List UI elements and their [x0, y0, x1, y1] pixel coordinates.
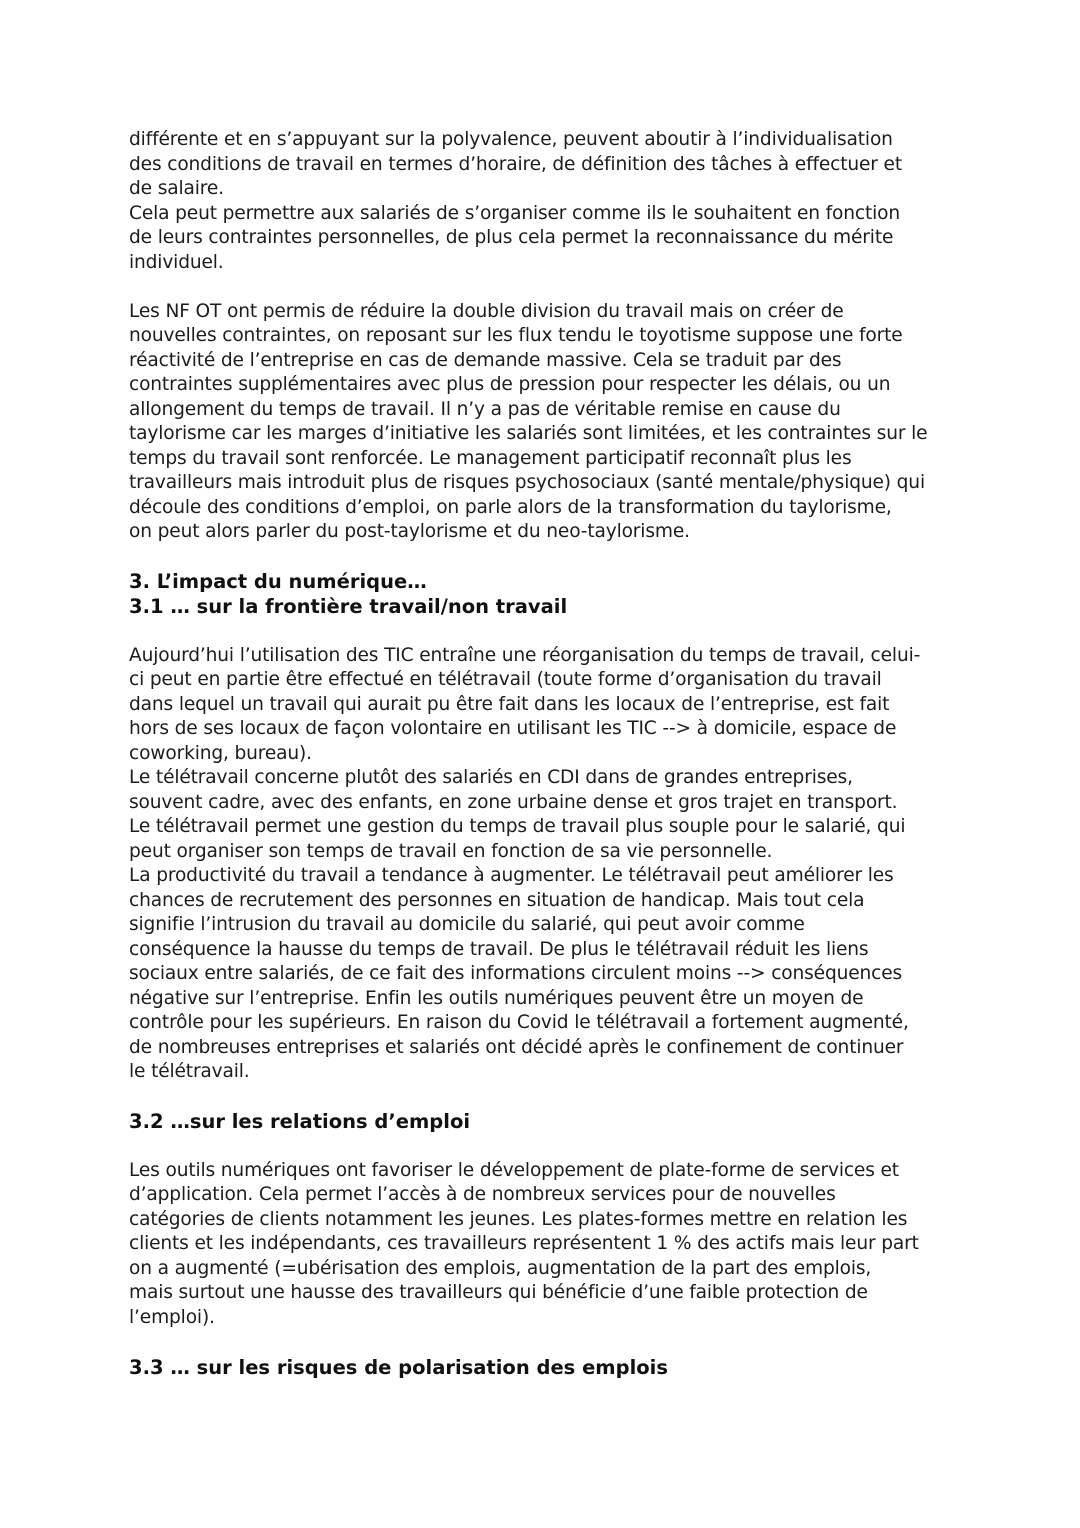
- spacer: [129, 1330, 959, 1355]
- spacer: [129, 1085, 959, 1110]
- spacer: [129, 275, 959, 300]
- heading-section-3: 3. L’impact du numérique…: [129, 570, 427, 593]
- heading-section-3-1: 3.1 … sur la frontière travail/non travail: [129, 595, 568, 618]
- paragraph-nf-ot-contraintes: Les NF OT ont permis de réduire la double division du travail mais on créer de nouvelles contraintes, on reposant sur les flux tendu le toyotisme suppose une forte réactivité de l’entreprise en cas de demande massive. Cela se traduit par des contraintes supplémentaires avec plus de pression pour respecter les délais, ou un allongement du temps de travail. Il n’y a pas de véritable remise en cause du taylorisme car les marges d’initiative les salariés sont limitées, et les contraintes sur le temps du travail sont renforcée. Le management participatif reconnaît plus les travailleurs mais introduit plus de risques psychosociaux (santé mentale/physique) qui découle des conditions d’emploi, on parle alors de la transformation du taylorisme, on peut alors parler du post-taylorisme et du neo-taylorisme.: [129, 300, 928, 542]
- paragraph-productivite: La productivité du travail a tendance à augmenter. Le télétravail peut améliorer les chances de recrutement des personnes en situation de handicap. Mais tout cela signifie l’intrusion du travail au domicile du salarié, qui peut avoir comme conséquence la hausse du temps de travail. De plus le télétravail réduit les liens sociaux entre salariés, de ce fait des informations circulent moins --> conséquences négative sur l’entreprise. Enfin les outils numériques peuvent être un moyen de contrôle pour les supérieurs. En raison du Covid le télétravail a fortement augmenté, de nombreuses entreprises et salariés ont décidé après le confinement de continuer le télétravail.: [129, 865, 909, 1082]
- spacer: [129, 545, 959, 570]
- document-page: [129, 128, 959, 1380]
- heading-section-3-3: 3.3 … sur les risques de polarisation des emplois: [129, 1355, 668, 1379]
- paragraph-organisation-salaries: Cela peut permettre aux salariés de s’organiser comme ils le souhaitent en fonction de leurs contraintes personnelles, de plus cela permet la reconnaissance du mérite individuel.: [129, 202, 901, 273]
- paragraph-teletravail-gestion: Le télétravail permet une gestion du temps de travail plus souple pour le salarié, qui peut organiser son temps de travail en fonction de sa vie personnelle.: [129, 816, 906, 862]
- paragraph-teletravail-salaries: Le télétravail concerne plutôt des salariés en CDI dans de grandes entreprises, souvent cadre, avec des enfants, en zone urbaine dense et gros trajet en transport.: [129, 767, 898, 813]
- paragraph-plateformes: Les outils numériques ont favoriser le développement de plate-forme de services et d’application. Cela permet l’accès à de nombreux services pour de nouvelles catégories de clients notamment les jeunes. Les plates-formes mettre en relation les clients et les indépendants, ces travailleurs représentent 1 % des actifs mais leur part on a augmenté (=ubérisation des emplois, augmentation de la part des emplois, mais surtout une hausse des travailleurs qui bénéficie d’une faible protection de l’emploi).: [129, 1159, 919, 1328]
- paragraph-individualisation: différente et en s’appuyant sur la polyvalence, peuvent aboutir à l’individualisation des conditions de travail en termes d’horaire, de définition des tâches à effectuer et de salaire.: [129, 129, 902, 199]
- spacer: [129, 619, 959, 644]
- paragraph-tic-teletravail: Aujourd’hui l’utilisation des TIC entraîne une réorganisation du temps de travail, celui- ci peut en partie être effectué en télétravail (toute forme d’organisation du travail dans lequel un travail qui aurait pu être fait dans les locaux de l’entreprise, est fait hors de ses locaux de façon volontaire en utilisant les TIC --> à domicile, espace de coworking, bureau).: [129, 644, 921, 764]
- spacer: [129, 1134, 959, 1159]
- heading-section-3-2: 3.2 …sur les relations d’emploi: [129, 1110, 471, 1133]
